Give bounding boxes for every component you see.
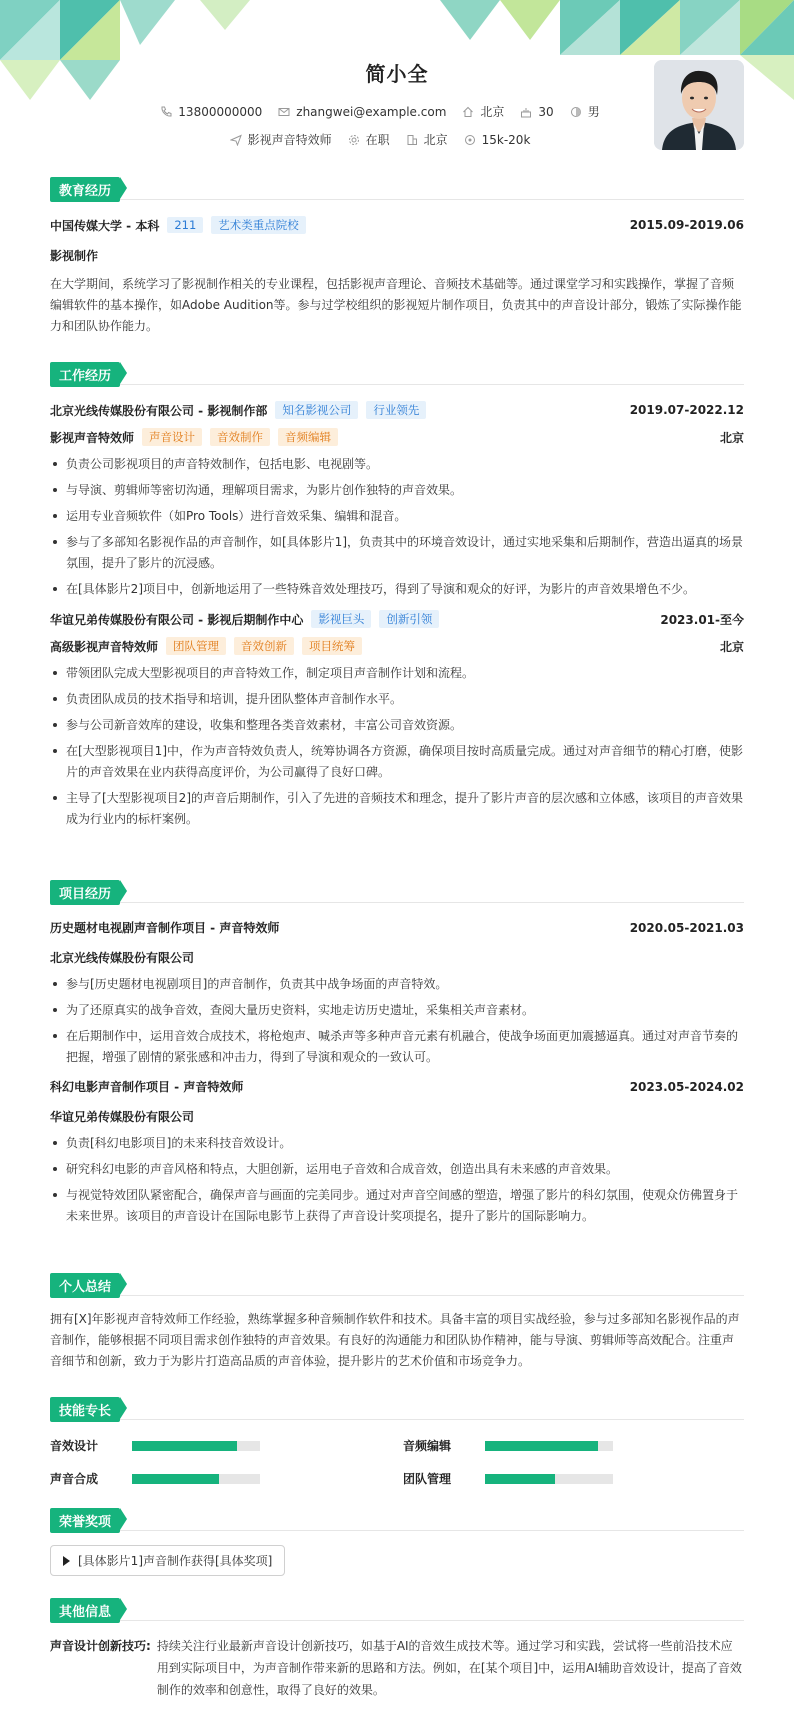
candidate-name: 简小全 xyxy=(365,62,429,86)
section-title-work: 工作经历 xyxy=(50,362,120,387)
role-tag: 声音设计 xyxy=(142,428,202,446)
skill-item xyxy=(403,1437,451,1454)
job-row xyxy=(120,131,640,148)
skill-bar-fill xyxy=(485,1474,555,1484)
role-tag: 音效创新 xyxy=(234,637,294,655)
project-date: 2023.05-2024.02 xyxy=(629,1079,744,1094)
home-icon xyxy=(462,106,474,118)
list-item: 负责公司影视项目的声音特效制作，包括电影、电视剧等。 xyxy=(50,454,744,475)
education-header xyxy=(50,216,744,234)
school-tag: 211 xyxy=(167,217,203,233)
triangle-right-icon xyxy=(63,1556,70,1566)
summary-section xyxy=(50,1273,744,1372)
gender-icon xyxy=(570,106,582,118)
contact-row xyxy=(120,103,640,120)
work-city: 北京 xyxy=(719,430,744,445)
section-title-skills: 技能专长 xyxy=(50,1397,120,1422)
role-title: 高级影视声音特效师 xyxy=(50,639,159,654)
status-icon xyxy=(348,134,360,146)
school-tag: 艺术类重点院校 xyxy=(211,216,306,234)
work-bullets xyxy=(50,663,744,830)
school-name: 中国传媒大学 - 本科 xyxy=(50,218,160,233)
section-title-other: 其他信息 xyxy=(50,1598,120,1623)
project-date: 2020.05-2021.03 xyxy=(629,920,744,935)
company-tag: 影视巨头 xyxy=(311,610,371,628)
company-name: 华谊兄弟传媒股份有限公司 - 影视后期制作中心 xyxy=(50,612,304,627)
city-value: 北京 xyxy=(423,133,448,147)
list-item: 参与了多部知名影视作品的声音制作，如[具体影片1]，负责其中的环境音效设计，通过实地采集和后期制作，营造出逼真的场景氛围，提升了影片的沉浸感。 xyxy=(50,532,744,574)
list-item: 与视觉特效团队紧密配合，确保声音与画面的完美同步。通过对声音空间感的塑造，增强了影片的科幻氛围，使观众仿佛置身于未来世界。该项目的声音设计在国际电影节上获得了声音设计奖项提名，提升了影片的国际影响力。 xyxy=(50,1185,744,1227)
project-company: 华谊兄弟传媒股份有限公司 xyxy=(50,1110,195,1124)
avatar xyxy=(654,60,744,150)
work-role-row xyxy=(50,637,744,655)
list-item: 参与[历史题材电视剧项目]的声音制作，负责其中战争场面的声音特效。 xyxy=(50,974,744,995)
work-header xyxy=(50,401,744,419)
list-item: 负责团队成员的技术指导和培训，提升团队整体声音制作水平。 xyxy=(50,689,744,710)
list-item: 为了还原真实的战争音效，查阅大量历史资料，实地走访历史遗址，采集相关声音素材。 xyxy=(50,1000,744,1021)
project-section xyxy=(50,880,744,1232)
work-date: 2019.07-2022.12 xyxy=(629,403,744,417)
honor-item[interactable] xyxy=(50,1545,285,1576)
section-title-honors: 荣誉奖项 xyxy=(50,1508,120,1533)
list-item: 研究科幻电影的声音风格和特点，大胆创新，运用电子音效和合成音效，创造出具有未来感的声音效果。 xyxy=(50,1159,744,1180)
skill-item xyxy=(403,1470,451,1487)
skill-name: 团队管理 xyxy=(403,1472,452,1486)
salary-icon xyxy=(464,134,476,146)
project-bullets xyxy=(50,974,744,1068)
project-bullets xyxy=(50,1133,744,1227)
education-description: 在大学期间，系统学习了影视制作相关的专业课程，包括影视声音理论、音频技术基础等。通过课堂学习和实践操作，掌握了音频编辑软件的基本操作，如Adobe Audition等。参与过学校组织的影视短片制作项目，负责其中的声音设计部分，锻炼了实际操作能力和团队协作能力。 xyxy=(50,277,742,333)
work-date: 2023.01-至今 xyxy=(660,612,744,627)
company-tag: 知名影视公司 xyxy=(275,401,358,419)
location-value: 北京 xyxy=(480,105,505,119)
role-tag: 项目统筹 xyxy=(302,637,362,655)
email-value: zhangwei@example.com xyxy=(296,104,447,119)
role-title: 影视声音特效师 xyxy=(50,430,135,445)
honors-section xyxy=(50,1508,744,1588)
work-city: 北京 xyxy=(719,639,744,654)
role-tag: 音频编辑 xyxy=(278,428,338,446)
major: 影视制作 xyxy=(50,249,99,263)
work-section xyxy=(50,362,744,835)
cake-icon xyxy=(520,106,532,118)
skill-item xyxy=(50,1470,98,1487)
role-tag: 音效制作 xyxy=(210,428,270,446)
skill-bar xyxy=(485,1474,613,1484)
send-icon xyxy=(230,134,242,146)
project-title: 历史题材电视剧声音制作项目 - 声音特效师 xyxy=(50,921,280,935)
job-value: 影视声音特效师 xyxy=(247,133,332,147)
skill-name: 声音合成 xyxy=(50,1472,99,1486)
age-value: 30 xyxy=(538,104,554,119)
list-item: 运用专业音频软件（如Pro Tools）进行音效采集、编辑和混音。 xyxy=(50,506,744,527)
work-header xyxy=(50,610,744,628)
education-date: 2015.09-2019.06 xyxy=(629,218,744,232)
skill-bar xyxy=(132,1474,260,1484)
role-tag: 团队管理 xyxy=(166,637,226,655)
phone-icon xyxy=(160,106,172,118)
skill-bar xyxy=(485,1441,613,1451)
company-tag: 行业领先 xyxy=(366,401,426,419)
project-company: 北京光线传媒股份有限公司 xyxy=(50,951,195,965)
phone-value: 13800000000 xyxy=(178,104,263,119)
skill-item xyxy=(50,1437,98,1454)
honor-text: [具体影片1]声音制作获得[具体奖项] xyxy=(78,1554,273,1568)
building-icon xyxy=(406,134,418,146)
skills-section xyxy=(50,1397,744,1486)
section-title-education: 教育经历 xyxy=(50,177,120,202)
skill-bar-fill xyxy=(132,1441,237,1451)
status-value: 在职 xyxy=(365,133,390,147)
salary-value: 15k-20k xyxy=(481,132,531,147)
section-title-project: 项目经历 xyxy=(50,880,120,905)
other-info-row xyxy=(50,1635,744,1701)
company-tag: 创新引领 xyxy=(379,610,439,628)
list-item: 负责[科幻电影项目]的未来科技音效设计。 xyxy=(50,1133,744,1154)
list-item: 在[大型影视项目1]中，作为声音特效负责人，统筹协调各方资源，确保项目按时高质量完成。通过对声音细节的精心打磨，使影片的声音效果在业内获得高度评价，为公司赢得了良好口碑。 xyxy=(50,741,744,783)
other-section xyxy=(50,1598,744,1701)
list-item: 参与公司新音效库的建设，收集和整理各类音效素材，丰富公司音效资源。 xyxy=(50,715,744,736)
list-item: 与导演、剪辑师等密切沟通，理解项目需求，为影片创作独特的声音效果。 xyxy=(50,480,744,501)
skill-bar-fill xyxy=(132,1474,219,1484)
gender-value: 男 xyxy=(587,105,600,119)
list-item: 在[具体影片2]项目中，创新地运用了一些特殊音效处理技巧，得到了导演和观众的好评，为影片的声音效果增色不少。 xyxy=(50,579,744,600)
skill-name: 音频编辑 xyxy=(403,1439,452,1453)
project-title: 科幻电影声音制作项目 - 声音特效师 xyxy=(50,1080,244,1094)
project-header xyxy=(50,1078,744,1095)
skill-name: 音效设计 xyxy=(50,1439,99,1453)
list-item: 主导了[大型影视项目2]的声音后期制作，引入了先进的音频技术和理念，提升了影片声音的层次感和立体感，该项目的声音效果成为行业内的标杆案例。 xyxy=(50,788,744,830)
email-icon xyxy=(278,106,290,118)
project-header xyxy=(50,919,744,936)
other-label: 声音设计创新技巧: xyxy=(50,1639,151,1653)
education-section xyxy=(50,177,744,337)
company-name: 北京光线传媒股份有限公司 - 影视制作部 xyxy=(50,403,268,418)
list-item: 在后期制作中，运用音效合成技术，将枪炮声、喊杀声等多种声音元素有机融合，使战争场面更加震撼逼真。通过对声音节奏的把握，增强了剧情的紧张感和冲击力，得到了导演和观众的一致认可。 xyxy=(50,1026,744,1068)
section-title-summary: 个人总结 xyxy=(50,1273,120,1298)
work-role-row xyxy=(50,428,744,446)
list-item: 带领团队完成大型影视项目的声音特效工作，制定项目声音制作计划和流程。 xyxy=(50,663,744,684)
summary-text: 拥有[X]年影视声音特效师工作经验，熟练掌握多种音频制作软件和技术。具备丰富的项目实战经验，参与过多部知名影视作品的声音制作，能够根据不同项目需求创作独特的声音效果。有良好的沟通能力和团队协作精神，能与导演、剪辑师等高效配合。注重声音细节和创新，致力于为影片打造高品质的声音体验，提升影片的艺术价值和市场竞争力。 xyxy=(50,1312,740,1368)
other-text: 持续关注行业最新声音设计创新技巧，如基于AI的音效生成技术等。通过学习和实践，尝试将一些前沿技术应用到实际项目中，为声音制作带来新的思路和方法。例如，在[某个项目]中，运用AI辅助音效设计，提高了音效制作的效率和创意性，取得了良好的效果。 xyxy=(156,1639,742,1697)
work-bullets xyxy=(50,454,744,600)
skill-bar-fill xyxy=(485,1441,598,1451)
skill-bar xyxy=(132,1441,260,1451)
